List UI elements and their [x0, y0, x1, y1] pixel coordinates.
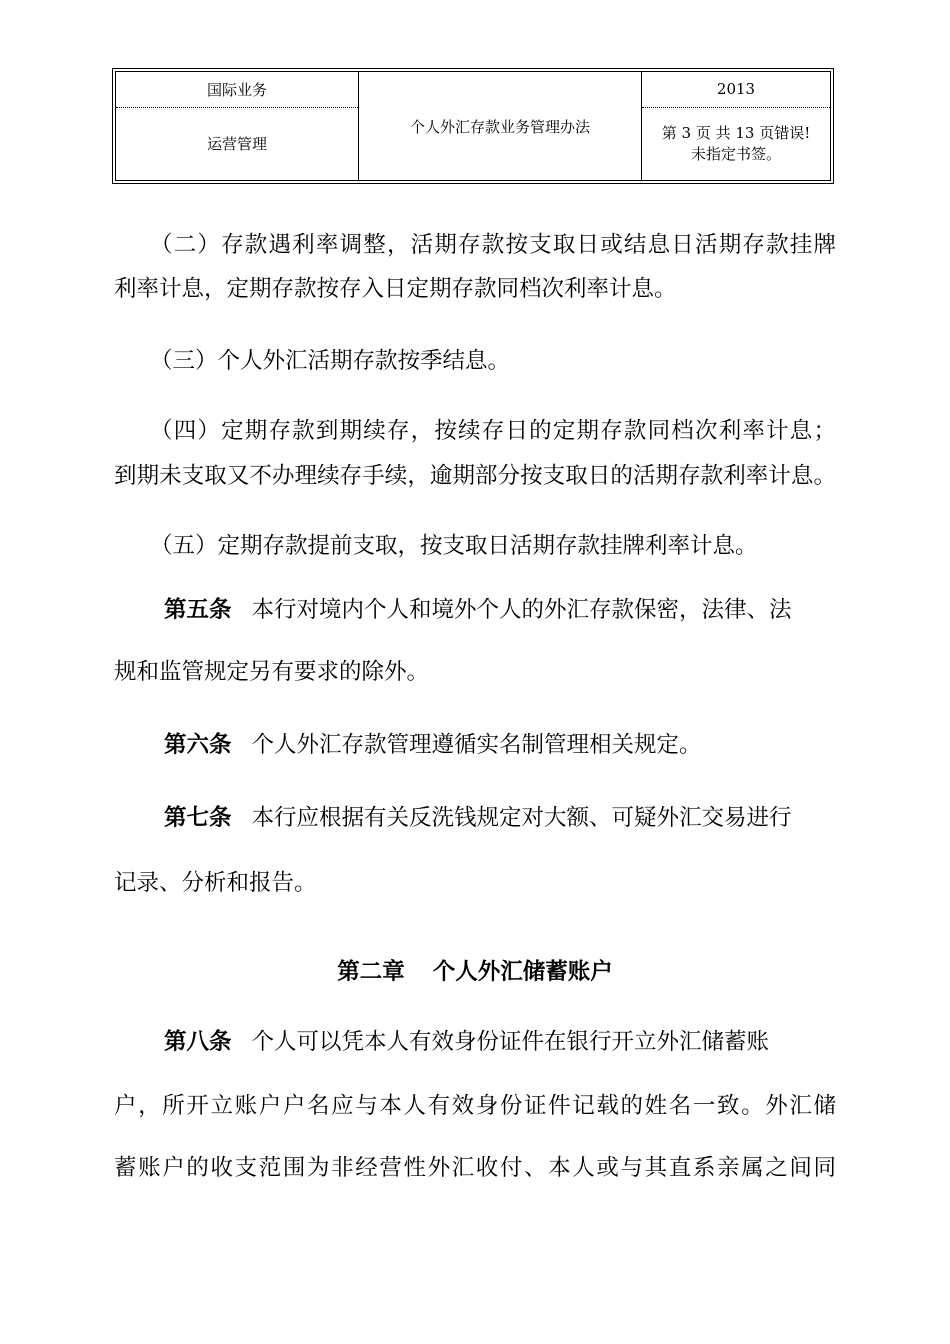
page-info-line2: 未指定书签。	[690, 144, 781, 163]
header-table	[115, 71, 831, 181]
article-6-line-1	[164, 730, 836, 760]
para-4-line-2: 到期未支取又不办理续存手续，逾期部分按支取日的活期存款利率计息。	[114, 463, 836, 489]
chapter-title: 个人外汇储蓄账户	[432, 959, 613, 985]
chapter-number: 第二章	[337, 959, 405, 985]
document-header	[112, 68, 834, 184]
header-sub-department: 运营管理	[116, 107, 359, 180]
para-4-line-1: （四）定期存款到期续存，按续存日的定期存款同档次利率计息；	[150, 418, 836, 444]
article-6-text: 个人外汇存款管理遵循实名制管理相关规定。	[251, 732, 702, 758]
header-department: 国际业务	[116, 72, 359, 108]
para-3-line-1: （三）个人外汇活期存款按季结息。	[150, 348, 511, 374]
article-8-line-3: 蓄账户的收支范围为非经营性外汇收付、本人或与其直系亲属之间同	[114, 1155, 836, 1181]
article-7-text: 本行应根据有关反洗钱规定对大额、可疑外汇交易进行	[251, 805, 792, 831]
article-7-line-1	[164, 803, 836, 833]
article-7-line-2: 记录、分析和报告。	[114, 870, 317, 896]
article-8-line-1	[164, 1027, 836, 1057]
para-2-line-1: （二）存款遇利率调整，活期存款按支取日或结息日活期存款挂牌	[150, 232, 836, 258]
header-page-info	[642, 107, 831, 180]
para-2-line-2: 利率计息，定期存款按存入日定期存款同档次利率计息。	[114, 276, 677, 302]
article-5-line-2: 规和监管规定另有要求的除外。	[114, 659, 430, 685]
article-7-label: 第七条	[164, 805, 232, 831]
article-5-text: 本行对境内个人和境外个人的外汇存款保密，法律、法	[251, 597, 792, 623]
para-5-line-1: （五）定期存款提前支取，按支取日活期存款挂牌利率计息。	[150, 533, 758, 559]
article-5-line-1	[164, 595, 836, 625]
chapter-heading	[114, 957, 836, 987]
article-8-label: 第八条	[164, 1029, 232, 1055]
article-5-label: 第五条	[164, 597, 232, 623]
article-8-text: 个人可以凭本人有效身份证件在银行开立外汇储蓄账	[251, 1029, 770, 1055]
header-document-title: 个人外汇存款业务管理办法	[359, 72, 642, 181]
page-info-line1: 第 3 页 共 13 页错误!	[661, 123, 811, 142]
article-6-label: 第六条	[164, 732, 232, 758]
header-year: 2013	[642, 72, 831, 108]
article-8-line-2: 户，所开立账户户名应与本人有效身份证件记载的姓名一致。外汇储	[114, 1093, 836, 1119]
